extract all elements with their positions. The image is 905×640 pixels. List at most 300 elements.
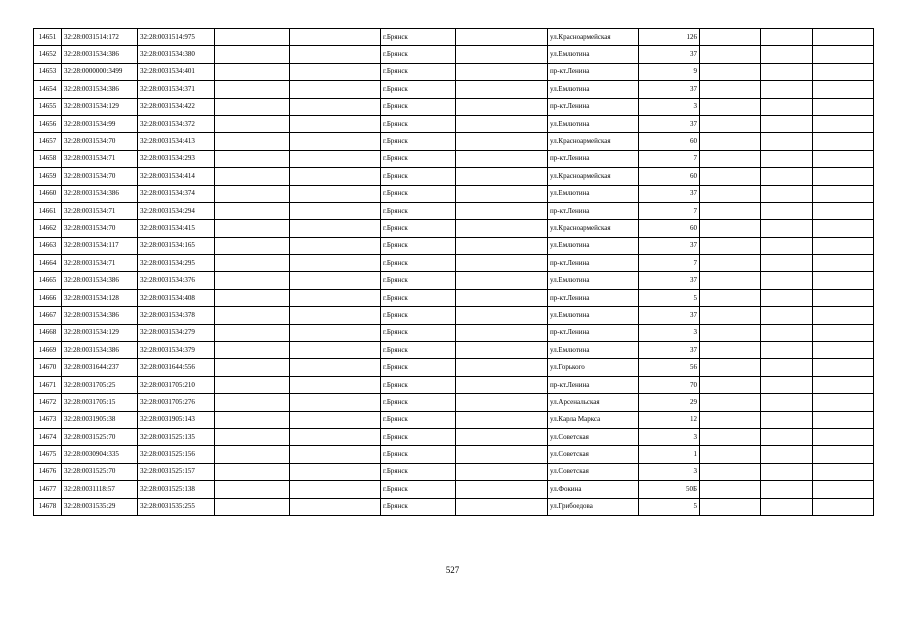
table-row	[34, 185, 874, 202]
row-number-cell: 14670	[34, 359, 62, 376]
cadastral-number-cell: 32:28:0031534:99	[62, 115, 138, 132]
house-number-cell: 60	[639, 133, 700, 150]
empty-cell	[290, 46, 381, 63]
empty-cell	[813, 185, 874, 202]
empty-cell	[813, 376, 874, 393]
empty-cell	[700, 463, 761, 480]
empty-cell	[215, 481, 290, 498]
empty-cell	[813, 168, 874, 185]
city-cell: г.Брянск	[381, 237, 456, 254]
empty-cell	[456, 394, 548, 411]
empty-cell	[700, 115, 761, 132]
empty-cell	[761, 150, 813, 167]
empty-cell	[290, 150, 381, 167]
registry-table-body	[34, 29, 874, 516]
house-number-cell: 7	[639, 255, 700, 272]
empty-cell	[456, 498, 548, 515]
city-cell: г.Брянск	[381, 255, 456, 272]
city-cell: г.Брянск	[381, 446, 456, 463]
object-cadastral-number-cell: 32:28:0031705:276	[138, 394, 215, 411]
cadastral-number-cell: 32:28:0031118:57	[62, 481, 138, 498]
empty-cell	[215, 150, 290, 167]
row-number-cell: 14651	[34, 29, 62, 46]
empty-cell	[456, 324, 548, 341]
page-number: 527	[445, 565, 460, 575]
street-cell: ул.Арсенальская	[548, 394, 639, 411]
empty-cell	[761, 255, 813, 272]
empty-cell	[700, 220, 761, 237]
table-row	[34, 220, 874, 237]
table-row	[34, 359, 874, 376]
empty-cell	[813, 324, 874, 341]
empty-cell	[290, 342, 381, 359]
empty-cell	[456, 342, 548, 359]
object-cadastral-number-cell: 32:28:0031535:255	[138, 498, 215, 515]
street-cell: ул.Красноармейская	[548, 29, 639, 46]
cadastral-number-cell: 32:28:0031534:70	[62, 168, 138, 185]
row-number-cell: 14678	[34, 498, 62, 515]
row-number-cell: 14664	[34, 255, 62, 272]
empty-cell	[700, 185, 761, 202]
empty-cell	[215, 376, 290, 393]
street-cell: ул.Емлютина	[548, 81, 639, 98]
house-number-cell: 126	[639, 29, 700, 46]
empty-cell	[700, 272, 761, 289]
table-row	[34, 463, 874, 480]
house-number-cell: 50Б	[639, 481, 700, 498]
empty-cell	[813, 272, 874, 289]
street-cell: пр-кт.Ленина	[548, 63, 639, 80]
empty-cell	[215, 185, 290, 202]
empty-cell	[215, 220, 290, 237]
house-number-cell: 9	[639, 63, 700, 80]
empty-cell	[215, 29, 290, 46]
empty-cell	[813, 498, 874, 515]
cadastral-number-cell: 32:28:0030904:335	[62, 446, 138, 463]
empty-cell	[813, 46, 874, 63]
row-number-cell: 14655	[34, 98, 62, 115]
empty-cell	[290, 394, 381, 411]
street-cell: пр-кт.Ленина	[548, 150, 639, 167]
table-row	[34, 202, 874, 219]
city-cell: г.Брянск	[381, 202, 456, 219]
empty-cell	[215, 98, 290, 115]
table-row	[34, 498, 874, 515]
street-cell: пр-кт.Ленина	[548, 98, 639, 115]
street-cell: пр-кт.Ленина	[548, 324, 639, 341]
cadastral-number-cell: 32:28:0031534:386	[62, 185, 138, 202]
cadastral-number-cell: 32:28:0031534:129	[62, 324, 138, 341]
street-cell: ул.Советская	[548, 428, 639, 445]
object-cadastral-number-cell: 32:28:0031534:415	[138, 220, 215, 237]
empty-cell	[700, 324, 761, 341]
cadastral-number-cell: 32:28:0031534:70	[62, 220, 138, 237]
empty-cell	[761, 394, 813, 411]
object-cadastral-number-cell: 32:28:0031534:371	[138, 81, 215, 98]
row-number-cell: 14668	[34, 324, 62, 341]
object-cadastral-number-cell: 32:28:0031534:413	[138, 133, 215, 150]
empty-cell	[290, 498, 381, 515]
house-number-cell: 37	[639, 307, 700, 324]
street-cell: ул.Красноармейская	[548, 168, 639, 185]
empty-cell	[700, 255, 761, 272]
house-number-cell: 29	[639, 394, 700, 411]
table-row	[34, 411, 874, 428]
empty-cell	[456, 463, 548, 480]
house-number-cell: 3	[639, 324, 700, 341]
cadastral-number-cell: 32:28:0031525:70	[62, 428, 138, 445]
object-cadastral-number-cell: 32:28:0031534:295	[138, 255, 215, 272]
city-cell: г.Брянск	[381, 428, 456, 445]
object-cadastral-number-cell: 32:28:0031534:380	[138, 46, 215, 63]
empty-cell	[215, 342, 290, 359]
house-number-cell: 37	[639, 237, 700, 254]
empty-cell	[761, 81, 813, 98]
empty-cell	[761, 63, 813, 80]
empty-cell	[761, 98, 813, 115]
empty-cell	[456, 481, 548, 498]
empty-cell	[290, 29, 381, 46]
object-cadastral-number-cell: 32:28:0031534:279	[138, 324, 215, 341]
house-number-cell: 7	[639, 150, 700, 167]
empty-cell	[761, 481, 813, 498]
empty-cell	[761, 202, 813, 219]
empty-cell	[700, 376, 761, 393]
house-number-cell: 37	[639, 115, 700, 132]
table-row	[34, 46, 874, 63]
empty-cell	[290, 463, 381, 480]
street-cell: ул.Емлютина	[548, 342, 639, 359]
cadastral-number-cell: 32:28:0031534:71	[62, 255, 138, 272]
row-number-cell: 14652	[34, 46, 62, 63]
cadastral-number-cell: 32:28:0031534:386	[62, 81, 138, 98]
street-cell: ул.Красноармейская	[548, 220, 639, 237]
empty-cell	[290, 289, 381, 306]
object-cadastral-number-cell: 32:28:0031534:378	[138, 307, 215, 324]
house-number-cell: 5	[639, 498, 700, 515]
empty-cell	[813, 446, 874, 463]
empty-cell	[700, 63, 761, 80]
empty-cell	[761, 463, 813, 480]
street-cell: ул.Горького	[548, 359, 639, 376]
house-number-cell: 37	[639, 81, 700, 98]
empty-cell	[215, 428, 290, 445]
house-number-cell: 5	[639, 289, 700, 306]
empty-cell	[761, 237, 813, 254]
street-cell: ул.Советская	[548, 463, 639, 480]
house-number-cell: 60	[639, 168, 700, 185]
empty-cell	[700, 498, 761, 515]
house-number-cell: 70	[639, 376, 700, 393]
empty-cell	[456, 63, 548, 80]
table-row	[34, 342, 874, 359]
empty-cell	[215, 272, 290, 289]
street-cell: ул.Емлютина	[548, 272, 639, 289]
row-number-cell: 14671	[34, 376, 62, 393]
empty-cell	[456, 289, 548, 306]
row-number-cell: 14657	[34, 133, 62, 150]
empty-cell	[290, 63, 381, 80]
empty-cell	[456, 307, 548, 324]
empty-cell	[700, 411, 761, 428]
empty-cell	[813, 98, 874, 115]
street-cell: пр-кт.Ленина	[548, 289, 639, 306]
city-cell: г.Брянск	[381, 481, 456, 498]
city-cell: г.Брянск	[381, 81, 456, 98]
empty-cell	[215, 46, 290, 63]
empty-cell	[215, 81, 290, 98]
city-cell: г.Брянск	[381, 376, 456, 393]
empty-cell	[761, 359, 813, 376]
empty-cell	[700, 81, 761, 98]
empty-cell	[700, 237, 761, 254]
row-number-cell: 14674	[34, 428, 62, 445]
empty-cell	[813, 428, 874, 445]
empty-cell	[290, 359, 381, 376]
empty-cell	[813, 63, 874, 80]
city-cell: г.Брянск	[381, 411, 456, 428]
empty-cell	[700, 133, 761, 150]
city-cell: г.Брянск	[381, 359, 456, 376]
empty-cell	[290, 168, 381, 185]
empty-cell	[456, 220, 548, 237]
object-cadastral-number-cell: 32:28:0031534:401	[138, 63, 215, 80]
empty-cell	[215, 324, 290, 341]
empty-cell	[813, 150, 874, 167]
row-number-cell: 14653	[34, 63, 62, 80]
cadastral-number-cell: 32:28:0031534:386	[62, 342, 138, 359]
table-row	[34, 150, 874, 167]
row-number-cell: 14654	[34, 81, 62, 98]
table-row	[34, 81, 874, 98]
table-row	[34, 446, 874, 463]
empty-cell	[215, 463, 290, 480]
city-cell: г.Брянск	[381, 463, 456, 480]
empty-cell	[761, 168, 813, 185]
house-number-cell: 37	[639, 272, 700, 289]
cadastral-number-cell: 32:28:0031644:237	[62, 359, 138, 376]
empty-cell	[456, 133, 548, 150]
empty-cell	[813, 202, 874, 219]
house-number-cell: 37	[639, 185, 700, 202]
city-cell: г.Брянск	[381, 220, 456, 237]
empty-cell	[813, 289, 874, 306]
city-cell: г.Брянск	[381, 46, 456, 63]
empty-cell	[761, 185, 813, 202]
empty-cell	[761, 307, 813, 324]
empty-cell	[456, 202, 548, 219]
empty-cell	[456, 46, 548, 63]
row-number-cell: 14656	[34, 115, 62, 132]
empty-cell	[290, 481, 381, 498]
empty-cell	[813, 481, 874, 498]
table-row	[34, 376, 874, 393]
cadastral-number-cell: 32:28:0031705:25	[62, 376, 138, 393]
table-row	[34, 428, 874, 445]
cadastral-number-cell: 32:28:0000000:3499	[62, 63, 138, 80]
city-cell: г.Брянск	[381, 342, 456, 359]
street-cell: ул.Емлютина	[548, 115, 639, 132]
table-row	[34, 115, 874, 132]
object-cadastral-number-cell: 32:28:0031534:422	[138, 98, 215, 115]
empty-cell	[813, 237, 874, 254]
empty-cell	[761, 46, 813, 63]
house-number-cell: 3	[639, 463, 700, 480]
object-cadastral-number-cell: 32:28:0031534:408	[138, 289, 215, 306]
empty-cell	[813, 255, 874, 272]
house-number-cell: 56	[639, 359, 700, 376]
empty-cell	[813, 359, 874, 376]
city-cell: г.Брянск	[381, 394, 456, 411]
empty-cell	[290, 185, 381, 202]
object-cadastral-number-cell: 32:28:0031525:156	[138, 446, 215, 463]
table-row	[34, 481, 874, 498]
empty-cell	[813, 220, 874, 237]
empty-cell	[290, 115, 381, 132]
empty-cell	[290, 411, 381, 428]
empty-cell	[761, 289, 813, 306]
street-cell: пр-кт.Ленина	[548, 376, 639, 393]
cadastral-number-cell: 32:28:0031905:38	[62, 411, 138, 428]
empty-cell	[761, 428, 813, 445]
empty-cell	[761, 29, 813, 46]
house-number-cell: 12	[639, 411, 700, 428]
table-row	[34, 272, 874, 289]
object-cadastral-number-cell: 32:28:0031534:165	[138, 237, 215, 254]
empty-cell	[215, 63, 290, 80]
table-row	[34, 63, 874, 80]
empty-cell	[456, 376, 548, 393]
empty-cell	[215, 115, 290, 132]
cadastral-number-cell: 32:28:0031534:386	[62, 307, 138, 324]
table-row	[34, 307, 874, 324]
empty-cell	[700, 342, 761, 359]
empty-cell	[761, 376, 813, 393]
empty-cell	[215, 394, 290, 411]
empty-cell	[215, 255, 290, 272]
row-number-cell: 14662	[34, 220, 62, 237]
house-number-cell: 7	[639, 202, 700, 219]
empty-cell	[456, 168, 548, 185]
cadastral-number-cell: 32:28:0031535:29	[62, 498, 138, 515]
empty-cell	[700, 98, 761, 115]
empty-cell	[456, 98, 548, 115]
empty-cell	[456, 359, 548, 376]
street-cell: ул.Емлютина	[548, 185, 639, 202]
empty-cell	[813, 29, 874, 46]
row-number-cell: 14659	[34, 168, 62, 185]
cadastral-number-cell: 32:28:0031534:386	[62, 272, 138, 289]
row-number-cell: 14673	[34, 411, 62, 428]
table-row	[34, 98, 874, 115]
empty-cell	[215, 307, 290, 324]
street-cell: ул.Фокина	[548, 481, 639, 498]
object-cadastral-number-cell: 32:28:0031534:414	[138, 168, 215, 185]
city-cell: г.Брянск	[381, 63, 456, 80]
street-cell: ул.Емлютина	[548, 237, 639, 254]
row-number-cell: 14663	[34, 237, 62, 254]
empty-cell	[290, 324, 381, 341]
house-number-cell: 60	[639, 220, 700, 237]
empty-cell	[456, 255, 548, 272]
empty-cell	[290, 202, 381, 219]
object-cadastral-number-cell: 32:28:0031525:157	[138, 463, 215, 480]
city-cell: г.Брянск	[381, 29, 456, 46]
house-number-cell: 3	[639, 428, 700, 445]
cadastral-number-cell: 32:28:0031534:386	[62, 46, 138, 63]
object-cadastral-number-cell: 32:28:0031525:135	[138, 428, 215, 445]
empty-cell	[700, 481, 761, 498]
empty-cell	[700, 428, 761, 445]
empty-cell	[700, 307, 761, 324]
empty-cell	[456, 150, 548, 167]
cadastral-number-cell: 32:28:0031514:172	[62, 29, 138, 46]
empty-cell	[215, 411, 290, 428]
empty-cell	[290, 428, 381, 445]
row-number-cell: 14669	[34, 342, 62, 359]
house-number-cell: 37	[639, 46, 700, 63]
empty-cell	[761, 498, 813, 515]
empty-cell	[215, 237, 290, 254]
empty-cell	[456, 29, 548, 46]
empty-cell	[290, 272, 381, 289]
row-number-cell: 14660	[34, 185, 62, 202]
empty-cell	[290, 98, 381, 115]
empty-cell	[456, 428, 548, 445]
street-cell: ул.Карла Маркса	[548, 411, 639, 428]
empty-cell	[215, 359, 290, 376]
house-number-cell: 37	[639, 342, 700, 359]
house-number-cell: 3	[639, 98, 700, 115]
empty-cell	[813, 81, 874, 98]
row-number-cell: 14676	[34, 463, 62, 480]
empty-cell	[761, 446, 813, 463]
empty-cell	[456, 81, 548, 98]
empty-cell	[700, 446, 761, 463]
cadastral-number-cell: 32:28:0031534:129	[62, 98, 138, 115]
empty-cell	[761, 342, 813, 359]
empty-cell	[290, 133, 381, 150]
object-cadastral-number-cell: 32:28:0031534:372	[138, 115, 215, 132]
cadastral-number-cell: 32:28:0031705:15	[62, 394, 138, 411]
street-cell: пр-кт.Ленина	[548, 255, 639, 272]
empty-cell	[456, 185, 548, 202]
empty-cell	[290, 220, 381, 237]
empty-cell	[700, 150, 761, 167]
empty-cell	[290, 237, 381, 254]
city-cell: г.Брянск	[381, 272, 456, 289]
empty-cell	[700, 359, 761, 376]
empty-cell	[215, 289, 290, 306]
object-cadastral-number-cell: 32:28:0031534:374	[138, 185, 215, 202]
empty-cell	[700, 202, 761, 219]
table-row	[34, 394, 874, 411]
city-cell: г.Брянск	[381, 307, 456, 324]
empty-cell	[813, 411, 874, 428]
street-cell: ул.Грибоедова	[548, 498, 639, 515]
empty-cell	[813, 342, 874, 359]
city-cell: г.Брянск	[381, 168, 456, 185]
table-row	[34, 255, 874, 272]
empty-cell	[456, 272, 548, 289]
table-row	[34, 168, 874, 185]
cadastral-number-cell: 32:28:0031534:71	[62, 202, 138, 219]
cadastral-number-cell: 32:28:0031534:71	[62, 150, 138, 167]
empty-cell	[290, 446, 381, 463]
empty-cell	[215, 446, 290, 463]
object-cadastral-number-cell: 32:28:0031644:556	[138, 359, 215, 376]
cadastral-number-cell: 32:28:0031525:70	[62, 463, 138, 480]
